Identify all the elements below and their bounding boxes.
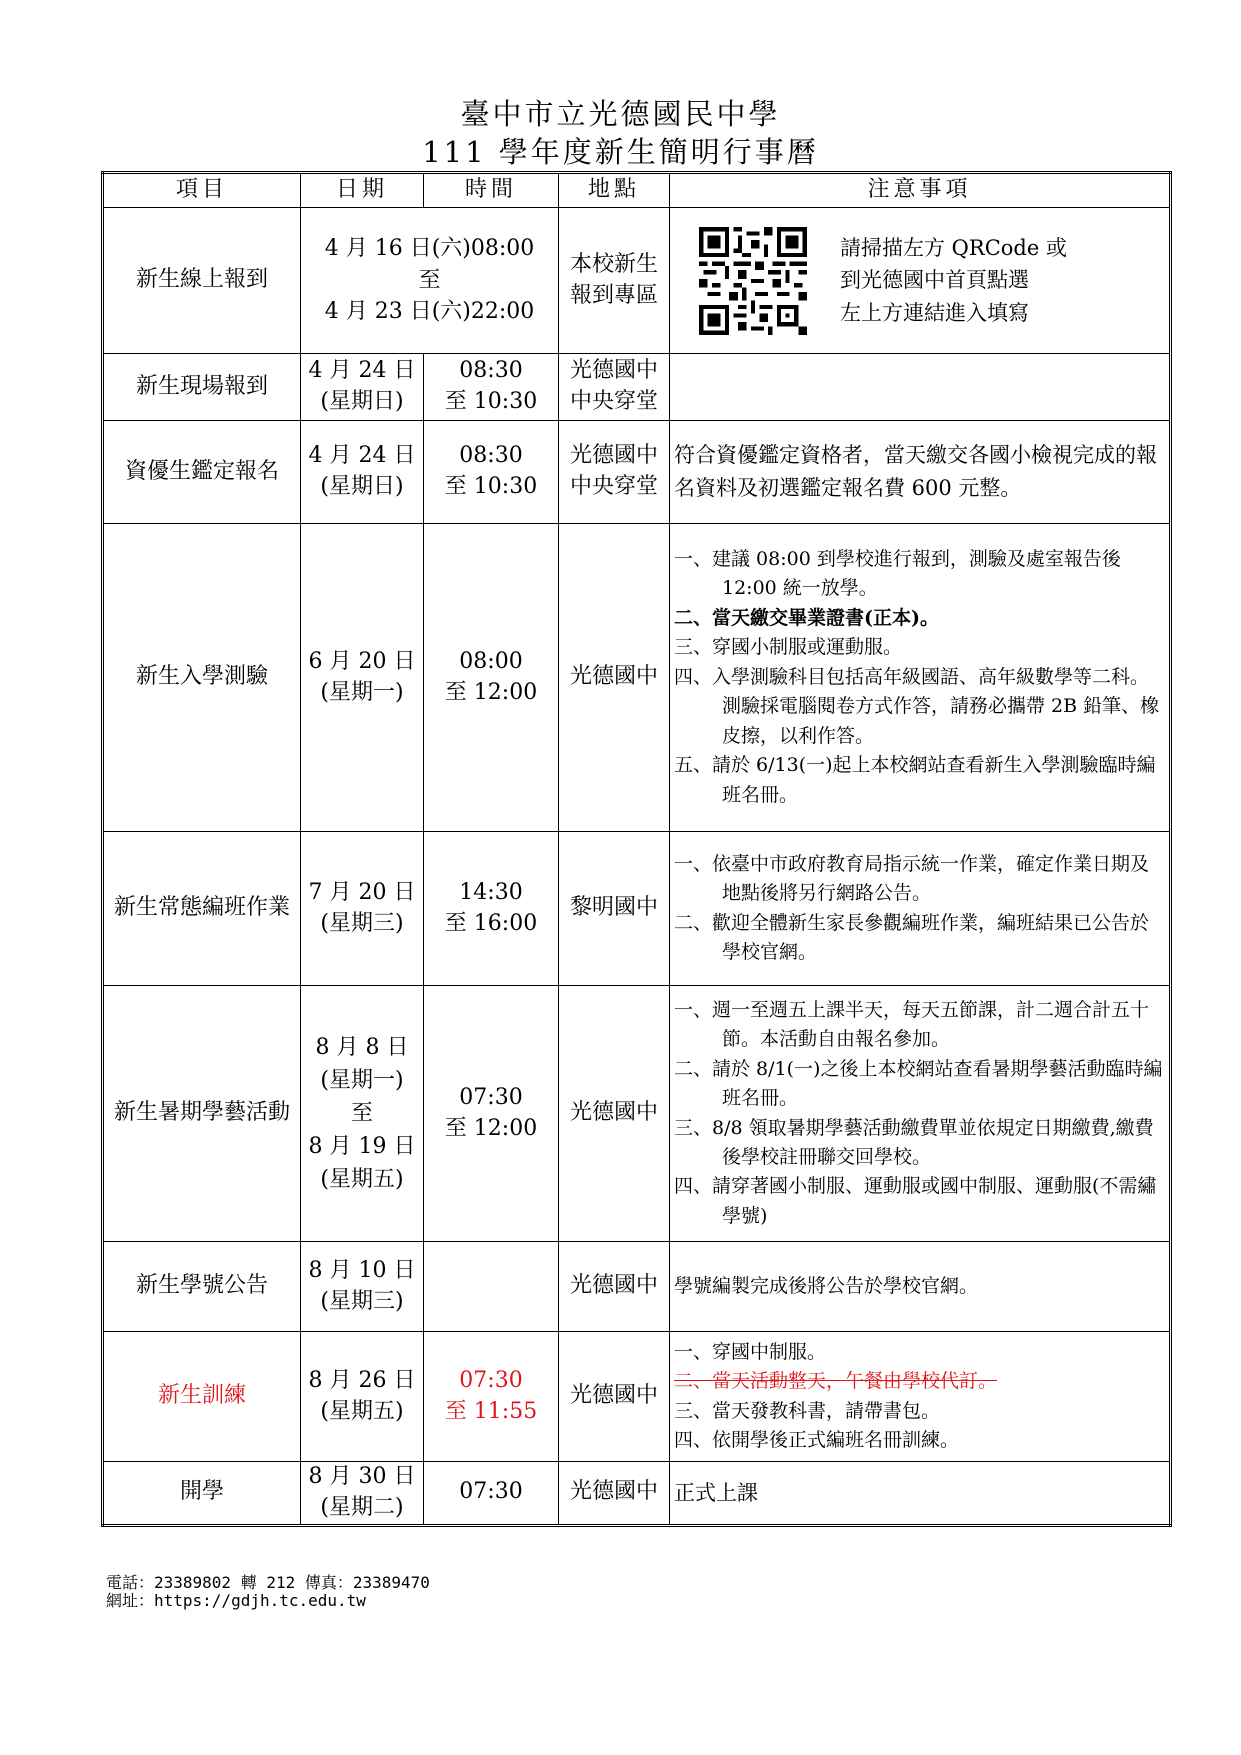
item-cell: 新生暑期學藝活動 xyxy=(103,986,301,1242)
date-cell: 8 月 8 日 (星期一) 至 8 月 19 日 (星期五) xyxy=(301,986,424,1242)
date-cell: 8 月 10 日 (星期三) xyxy=(301,1242,424,1332)
place-cell: 黎明國中 xyxy=(559,832,670,986)
note-item: 三、8/8 領取暑期學藝活動繳費單並依規定日期繳費,繳費後學校註冊聯交回學校。 xyxy=(674,1116,1154,1168)
place-cell: 光德國中 xyxy=(559,1242,670,1332)
item-cell: 開學 xyxy=(103,1462,301,1526)
note-item: 一、建議 08:00 到學校進行報到，測驗及處室報告後 12:00 統一放學。 xyxy=(674,548,1121,600)
notes-cell xyxy=(670,1332,1171,1462)
calendar-subtitle: 111 學年度新生簡明行事曆 xyxy=(422,135,819,169)
note-item: 一、週一至週五上課半天，每天五節課，計二週合計五十節。本活動自由報名參加。 xyxy=(674,998,1150,1051)
item-cell: 新生現場報到 xyxy=(103,354,301,421)
note-item: 三、當天發教科書，請帶書包。 xyxy=(674,1399,941,1422)
time-cell xyxy=(424,1242,559,1332)
note-item: 二、請於 8/1(一)之後上本校網站查看暑期學藝活動臨時編班名冊。 xyxy=(674,1057,1163,1110)
date-cell: 7 月 20 日 (星期三) xyxy=(301,832,424,986)
contact-phone: 電話：23389802 轉 212 傳真：23389470 xyxy=(106,1573,430,1592)
qr-code-icon[interactable] xyxy=(688,227,818,335)
item-cell: 新生訓練 xyxy=(103,1332,301,1462)
notes-cell: 正式上課 xyxy=(670,1462,1171,1526)
date-cell: 4 月 24 日 (星期日) xyxy=(301,354,424,421)
notes-cell xyxy=(670,832,1171,986)
notes-cell xyxy=(670,354,1171,421)
table-row xyxy=(103,832,1171,986)
note-item-cancelled: 二、當天活動整天，午餐由學校代訂。 xyxy=(674,1370,998,1393)
table-row xyxy=(103,208,1171,354)
place-cell: 光德國中 xyxy=(559,986,670,1242)
place-cell: 光德國中 中央穿堂 xyxy=(559,354,670,421)
notes-cell xyxy=(670,208,1171,354)
table-row xyxy=(103,1242,1171,1332)
table-row xyxy=(103,1332,1171,1462)
table-row xyxy=(103,1462,1171,1526)
item-cell: 新生學號公告 xyxy=(103,1242,301,1332)
time-cell: 08:00 至 12:00 xyxy=(424,524,559,832)
item-cell: 資優生鑑定報名 xyxy=(103,421,301,524)
header-time: 時間 xyxy=(424,173,559,208)
note-item: 一、穿國中制服。 xyxy=(674,1340,827,1363)
date-line: 至 xyxy=(418,267,441,293)
note-item: 二、當天繳交畢業證書(正本)。 xyxy=(674,606,939,629)
date-time-cell xyxy=(301,208,559,354)
note-item: 二、歡迎全體新生家長參觀編班作業，編班結果已公告於學校官網。 xyxy=(674,911,1150,963)
time-cell: 08:30 至 10:30 xyxy=(424,354,559,421)
time-cell: 08:30 至 10:30 xyxy=(424,421,559,524)
header-row xyxy=(103,173,1171,208)
place-cell: 光德國中 xyxy=(559,524,670,832)
place-cell: 光德國中 xyxy=(559,1332,670,1462)
time-cell: 14:30 至 16:00 xyxy=(424,832,559,986)
note-item: 五、請於 6/13(一)起上本校網站查看新生入學測驗臨時編班名冊。 xyxy=(674,754,1156,806)
time-cell: 07:30 至 11:55 xyxy=(424,1332,559,1462)
schedule-table xyxy=(101,171,1172,1527)
place-cell: 光德國中 中央穿堂 xyxy=(559,421,670,524)
table-row xyxy=(103,354,1171,421)
time-cell: 07:30 xyxy=(424,1462,559,1526)
time-cell: 07:30 至 12:00 xyxy=(424,986,559,1242)
item-cell: 新生常態編班作業 xyxy=(103,832,301,986)
table-row xyxy=(103,524,1171,832)
table-row xyxy=(103,421,1171,524)
table-row xyxy=(103,986,1171,1242)
date-line: 4 月 16 日(六)08:00 xyxy=(324,235,535,261)
notes-cell: 符合資優鑑定資格者，當天繳交各國小檢視完成的報名資料及初選鑑定報名費 600 元整。 xyxy=(670,421,1171,524)
date-cell: 8 月 26 日 (星期五) xyxy=(301,1332,424,1462)
qr-instructions: 請掃描左方 QRCode 或 到光德國中首頁點選 左上方連結進入填寫 xyxy=(840,235,1067,325)
note-item: 四、依開學後正式編班名冊訓練。 xyxy=(674,1428,960,1451)
place-line: 本校新生 xyxy=(569,251,658,277)
note-item: 四、請穿著國小制服、運動服或國中制服、運動服(不需繡學號) xyxy=(674,1175,1157,1227)
item-cell: 新生線上報到 xyxy=(103,208,301,354)
header-notes: 注意事項 xyxy=(670,173,1171,208)
notes-cell xyxy=(670,986,1171,1242)
notes-cell: 學號編製完成後將公告於學校官網。 xyxy=(670,1242,1171,1332)
place-line: 報到專區 xyxy=(569,282,658,308)
item-cell: 新生入學測驗 xyxy=(103,524,301,832)
date-line: 4 月 23 日(六)22:00 xyxy=(324,299,535,325)
date-cell: 6 月 20 日 (星期一) xyxy=(301,524,424,832)
note-item: 四、入學測驗科目包括高年級國語、高年級數學等二科。測驗採電腦閱卷方式作答，請務必攜帶 2B 鉛筆、橡皮擦，以利作答。 xyxy=(674,665,1160,747)
header-item: 項目 xyxy=(103,173,301,208)
school-title: 臺中市立光德國民中學 xyxy=(460,97,781,131)
header-place: 地點 xyxy=(559,173,670,208)
place-cell: 光德國中 xyxy=(559,1462,670,1526)
contact-website[interactable]: 網址：https://gdjh.tc.edu.tw xyxy=(106,1591,366,1610)
notes-cell xyxy=(670,524,1171,832)
header-date: 日期 xyxy=(301,173,424,208)
note-item: 一、依臺中市政府教育局指示統一作業，確定作業日期及地點後將另行網路公告。 xyxy=(674,852,1150,905)
date-cell: 8 月 30 日 (星期二) xyxy=(301,1462,424,1526)
date-cell: 4 月 24 日 (星期日) xyxy=(301,421,424,524)
note-item: 三、穿國小制服或運動服。 xyxy=(674,636,903,659)
place-cell xyxy=(559,208,670,354)
